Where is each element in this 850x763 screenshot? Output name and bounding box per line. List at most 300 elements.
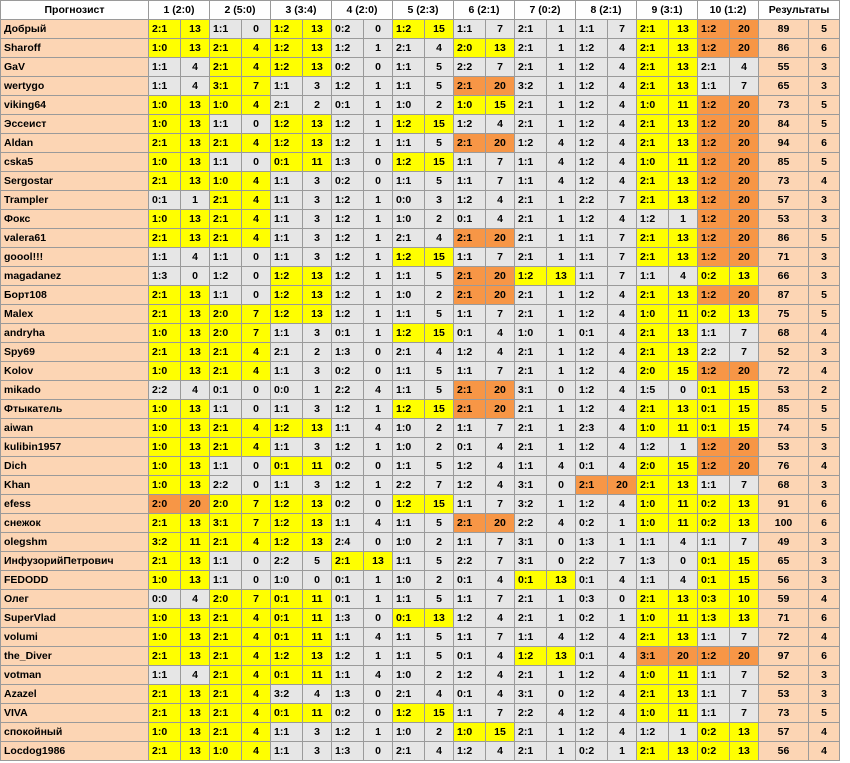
- prediction-score: 1:5: [637, 381, 669, 400]
- prediction-score: 2:1: [210, 704, 242, 723]
- correct-count: 3: [809, 438, 840, 457]
- prediction-score: 3:2: [149, 533, 181, 552]
- correct-count: 5: [809, 400, 840, 419]
- prediction-score: 2:1: [210, 191, 242, 210]
- prediction-score: 1:2: [271, 115, 303, 134]
- prediction-score: 0:1: [698, 400, 730, 419]
- prediction-score: 1:0: [393, 571, 425, 590]
- prediction-score: 2:0: [637, 457, 669, 476]
- prediction-points: 1: [547, 723, 576, 742]
- prediction-score: 2:2: [515, 704, 547, 723]
- prediction-score: 1:2: [454, 191, 486, 210]
- prediction-score: 0:2: [698, 305, 730, 324]
- prediction-points: 13: [669, 685, 698, 704]
- prediction-points: 4: [364, 419, 393, 438]
- prediction-score: 0:1: [576, 571, 608, 590]
- correct-count: 3: [809, 476, 840, 495]
- total-points: 53: [759, 210, 809, 229]
- prediction-score: 2:1: [149, 514, 181, 533]
- correct-count: 5: [809, 20, 840, 39]
- prediction-points: 4: [486, 324, 515, 343]
- prediction-score: 1:2: [576, 438, 608, 457]
- total-points: 53: [759, 381, 809, 400]
- prediction-score: 1:2: [393, 704, 425, 723]
- prediction-points: 13: [425, 609, 454, 628]
- prediction-score: 2:1: [454, 400, 486, 419]
- table-row: [1, 58, 840, 77]
- prediction-points: 4: [608, 495, 637, 514]
- prediction-points: 10: [730, 590, 759, 609]
- prediction-score: 1:3: [332, 685, 364, 704]
- prediction-points: 20: [730, 210, 759, 229]
- prediction-points: 4: [242, 438, 271, 457]
- prediction-points: 11: [303, 628, 332, 647]
- prediction-points: 0: [303, 571, 332, 590]
- prediction-points: 4: [181, 666, 210, 685]
- prediction-score: 2:1: [576, 476, 608, 495]
- prediction-points: 15: [730, 381, 759, 400]
- prediction-score: 1:2: [332, 229, 364, 248]
- total-points: 55: [759, 58, 809, 77]
- correct-count: 6: [809, 39, 840, 58]
- table-row: [1, 343, 840, 362]
- prediction-score: 1:3: [332, 153, 364, 172]
- prediction-score: 2:1: [393, 742, 425, 761]
- prediction-points: 20: [486, 381, 515, 400]
- prediction-points: 1: [364, 39, 393, 58]
- prediction-points: 4: [425, 229, 454, 248]
- prediction-points: 13: [181, 438, 210, 457]
- prediction-score: 1:2: [698, 248, 730, 267]
- prediction-points: 7: [730, 704, 759, 723]
- prediction-points: 13: [730, 514, 759, 533]
- prediction-points: 0: [364, 362, 393, 381]
- forecaster-name: Trampler: [1, 191, 149, 210]
- prediction-points: 1: [364, 571, 393, 590]
- prediction-score: 1:2: [576, 381, 608, 400]
- prediction-points: 1: [547, 20, 576, 39]
- prediction-points: 2: [303, 96, 332, 115]
- table-row: [1, 96, 840, 115]
- prediction-points: 4: [608, 571, 637, 590]
- prediction-score: 1:2: [576, 362, 608, 381]
- prediction-score: 2:1: [515, 723, 547, 742]
- prediction-score: 1:2: [698, 286, 730, 305]
- total-points: 66: [759, 267, 809, 286]
- prediction-score: 0:1: [271, 666, 303, 685]
- correct-count: 5: [809, 96, 840, 115]
- prediction-score: 2:1: [393, 343, 425, 362]
- table-row: [1, 628, 840, 647]
- prediction-points: 20: [730, 39, 759, 58]
- forecaster-name: Добрый: [1, 20, 149, 39]
- correct-count: 6: [809, 134, 840, 153]
- prediction-score: 1:0: [210, 96, 242, 115]
- table-row: [1, 267, 840, 286]
- prediction-points: 0: [364, 704, 393, 723]
- prediction-score: 1:1: [454, 248, 486, 267]
- prediction-points: 20: [181, 495, 210, 514]
- correct-count: 3: [809, 666, 840, 685]
- prediction-points: 4: [242, 134, 271, 153]
- prediction-score: 1:1: [576, 248, 608, 267]
- forecast-rows: [1, 20, 840, 761]
- prediction-points: 3: [303, 324, 332, 343]
- prediction-points: 13: [730, 742, 759, 761]
- prediction-score: 1:3: [149, 267, 181, 286]
- prediction-points: 4: [608, 381, 637, 400]
- prediction-score: 1:2: [515, 267, 547, 286]
- header-match-7: 7 (0:2): [515, 1, 576, 20]
- table-row: [1, 324, 840, 343]
- prediction-score: 1:2: [576, 153, 608, 172]
- prediction-score: 2:1: [515, 115, 547, 134]
- prediction-score: 1:0: [149, 153, 181, 172]
- forecaster-name: Malex: [1, 305, 149, 324]
- prediction-score: 0:2: [698, 267, 730, 286]
- prediction-score: 1:1: [271, 742, 303, 761]
- table-row: [1, 609, 840, 628]
- prediction-points: 20: [730, 115, 759, 134]
- prediction-points: 13: [669, 134, 698, 153]
- prediction-points: 13: [303, 647, 332, 666]
- prediction-points: 13: [181, 115, 210, 134]
- prediction-points: 20: [730, 191, 759, 210]
- total-points: 57: [759, 191, 809, 210]
- prediction-score: 2:4: [332, 533, 364, 552]
- prediction-points: 1: [547, 742, 576, 761]
- prediction-score: 1:2: [515, 647, 547, 666]
- prediction-points: 7: [730, 628, 759, 647]
- correct-count: 5: [809, 704, 840, 723]
- prediction-points: 11: [181, 533, 210, 552]
- prediction-points: 4: [669, 533, 698, 552]
- prediction-score: 1:1: [393, 381, 425, 400]
- prediction-score: 2:1: [149, 647, 181, 666]
- prediction-points: 1: [181, 191, 210, 210]
- prediction-points: 15: [669, 362, 698, 381]
- prediction-points: 5: [425, 514, 454, 533]
- prediction-score: 1:2: [576, 96, 608, 115]
- prediction-points: 4: [486, 343, 515, 362]
- prediction-points: 4: [242, 704, 271, 723]
- prediction-points: 4: [242, 647, 271, 666]
- table-row: [1, 381, 840, 400]
- prediction-score: 2:0: [210, 495, 242, 514]
- prediction-score: 0:2: [332, 704, 364, 723]
- prediction-score: 2:1: [149, 305, 181, 324]
- prediction-points: 4: [364, 514, 393, 533]
- prediction-points: 4: [547, 153, 576, 172]
- forecaster-name: valera61: [1, 229, 149, 248]
- forecaster-name: спокойный: [1, 723, 149, 742]
- prediction-points: 11: [669, 153, 698, 172]
- total-points: 86: [759, 229, 809, 248]
- prediction-score: 1:2: [271, 286, 303, 305]
- prediction-score: 2:1: [393, 685, 425, 704]
- prediction-points: 1: [364, 229, 393, 248]
- prediction-score: 2:2: [576, 552, 608, 571]
- prediction-points: 7: [242, 305, 271, 324]
- prediction-score: 0:1: [454, 571, 486, 590]
- correct-count: 4: [809, 362, 840, 381]
- prediction-score: 1:2: [698, 115, 730, 134]
- prediction-score: 2:1: [515, 742, 547, 761]
- prediction-points: 0: [547, 552, 576, 571]
- prediction-points: 0: [242, 381, 271, 400]
- prediction-points: 1: [547, 58, 576, 77]
- prediction-points: 13: [669, 476, 698, 495]
- prediction-points: 1: [608, 609, 637, 628]
- prediction-score: 1:2: [576, 172, 608, 191]
- total-points: 91: [759, 495, 809, 514]
- prediction-points: 5: [425, 305, 454, 324]
- prediction-score: 1:1: [454, 419, 486, 438]
- total-points: 87: [759, 286, 809, 305]
- prediction-points: 15: [730, 571, 759, 590]
- prediction-points: 13: [181, 514, 210, 533]
- prediction-points: 4: [608, 115, 637, 134]
- prediction-score: 2:1: [149, 134, 181, 153]
- prediction-points: 4: [242, 609, 271, 628]
- prediction-points: 11: [303, 666, 332, 685]
- prediction-points: 1: [364, 647, 393, 666]
- table-row: [1, 172, 840, 191]
- prediction-score: 1:0: [149, 609, 181, 628]
- prediction-score: 1:2: [576, 134, 608, 153]
- prediction-points: 4: [242, 229, 271, 248]
- prediction-score: 2:1: [210, 533, 242, 552]
- prediction-points: 13: [303, 533, 332, 552]
- prediction-points: 2: [425, 96, 454, 115]
- prediction-score: 1:1: [271, 172, 303, 191]
- prediction-score: 0:1: [698, 571, 730, 590]
- correct-count: 5: [809, 153, 840, 172]
- prediction-points: 11: [669, 609, 698, 628]
- table-row: [1, 134, 840, 153]
- prediction-points: 1: [547, 324, 576, 343]
- prediction-points: 7: [608, 191, 637, 210]
- prediction-points: 13: [181, 571, 210, 590]
- prediction-score: 1:1: [271, 229, 303, 248]
- prediction-score: 1:0: [149, 457, 181, 476]
- prediction-points: 15: [425, 153, 454, 172]
- correct-count: 6: [809, 609, 840, 628]
- table-row: [1, 571, 840, 590]
- prediction-points: 4: [608, 343, 637, 362]
- prediction-score: 1:1: [393, 134, 425, 153]
- prediction-points: 3: [303, 248, 332, 267]
- prediction-score: 1:2: [271, 58, 303, 77]
- prediction-points: 4: [486, 115, 515, 134]
- prediction-score: 1:2: [454, 666, 486, 685]
- prediction-points: 3: [303, 742, 332, 761]
- prediction-points: 1: [364, 248, 393, 267]
- prediction-score: 1:3: [637, 552, 669, 571]
- forecaster-name: efess: [1, 495, 149, 514]
- prediction-points: 15: [425, 20, 454, 39]
- prediction-score: 2:1: [515, 20, 547, 39]
- prediction-score: 0:2: [332, 362, 364, 381]
- prediction-points: 13: [181, 609, 210, 628]
- prediction-score: 1:1: [698, 476, 730, 495]
- prediction-score: 1:0: [149, 438, 181, 457]
- prediction-score: 1:1: [271, 248, 303, 267]
- prediction-points: 1: [547, 286, 576, 305]
- prediction-points: 1: [669, 723, 698, 742]
- prediction-points: 0: [364, 609, 393, 628]
- prediction-points: 20: [730, 153, 759, 172]
- prediction-score: 1:2: [576, 723, 608, 742]
- forecaster-name: wertygo: [1, 77, 149, 96]
- prediction-score: 1:2: [332, 191, 364, 210]
- prediction-points: 13: [303, 495, 332, 514]
- total-points: 86: [759, 39, 809, 58]
- prediction-score: 3:1: [515, 381, 547, 400]
- prediction-score: 1:1: [210, 248, 242, 267]
- prediction-score: 1:2: [698, 134, 730, 153]
- prediction-points: 3: [303, 77, 332, 96]
- forecaster-name: Фтыкатель: [1, 400, 149, 419]
- prediction-score: 3:2: [271, 685, 303, 704]
- prediction-points: 11: [669, 96, 698, 115]
- total-points: 89: [759, 20, 809, 39]
- prediction-points: 1: [547, 229, 576, 248]
- prediction-points: 0: [669, 381, 698, 400]
- prediction-points: 4: [364, 628, 393, 647]
- forecaster-name: olegshm: [1, 533, 149, 552]
- prediction-points: 7: [486, 20, 515, 39]
- prediction-score: 1:1: [515, 172, 547, 191]
- prediction-points: 13: [669, 172, 698, 191]
- header-match-5: 5 (2:3): [393, 1, 454, 20]
- prediction-score: 3:1: [515, 533, 547, 552]
- prediction-points: 11: [669, 495, 698, 514]
- total-points: 100: [759, 514, 809, 533]
- prediction-points: 0: [242, 267, 271, 286]
- prediction-points: 4: [669, 267, 698, 286]
- prediction-score: 1:2: [576, 628, 608, 647]
- prediction-points: 1: [364, 286, 393, 305]
- table-row: [1, 229, 840, 248]
- total-points: 73: [759, 96, 809, 115]
- prediction-points: 13: [303, 514, 332, 533]
- prediction-points: 4: [242, 39, 271, 58]
- prediction-score: 0:1: [271, 704, 303, 723]
- prediction-score: 1:1: [454, 533, 486, 552]
- prediction-points: 20: [486, 286, 515, 305]
- prediction-points: 13: [181, 96, 210, 115]
- header-match-9: 9 (3:1): [637, 1, 698, 20]
- prediction-points: 1: [364, 210, 393, 229]
- prediction-points: 4: [242, 742, 271, 761]
- prediction-score: 1:1: [393, 172, 425, 191]
- prediction-score: 2:1: [454, 229, 486, 248]
- prediction-score: 2:0: [210, 305, 242, 324]
- prediction-score: 1:2: [454, 742, 486, 761]
- prediction-score: 1:2: [210, 267, 242, 286]
- correct-count: 4: [809, 742, 840, 761]
- prediction-points: 13: [547, 647, 576, 666]
- prediction-points: 0: [242, 476, 271, 495]
- prediction-score: 1:2: [332, 286, 364, 305]
- prediction-points: 7: [486, 172, 515, 191]
- prediction-points: 5: [425, 457, 454, 476]
- prediction-score: 0:2: [332, 457, 364, 476]
- prediction-points: 4: [242, 172, 271, 191]
- prediction-score: 1:2: [271, 134, 303, 153]
- prediction-score: 2:1: [149, 343, 181, 362]
- prediction-score: 1:0: [637, 153, 669, 172]
- prediction-points: 4: [425, 343, 454, 362]
- prediction-points: 0: [242, 571, 271, 590]
- prediction-points: 13: [730, 609, 759, 628]
- prediction-points: 4: [608, 305, 637, 324]
- prediction-score: 1:1: [271, 324, 303, 343]
- prediction-points: 1: [364, 267, 393, 286]
- prediction-points: 1: [547, 96, 576, 115]
- prediction-score: 1:0: [637, 495, 669, 514]
- prediction-score: 1:2: [332, 77, 364, 96]
- prediction-score: 2:1: [515, 191, 547, 210]
- forecaster-name: SuperVlad: [1, 609, 149, 628]
- prediction-score: 2:0: [149, 495, 181, 514]
- prediction-score: 0:2: [576, 514, 608, 533]
- prediction-score: 1:2: [576, 58, 608, 77]
- prediction-points: 1: [547, 609, 576, 628]
- prediction-points: 4: [608, 400, 637, 419]
- prediction-points: 4: [242, 723, 271, 742]
- prediction-score: 1:0: [637, 419, 669, 438]
- prediction-score: 0:1: [149, 191, 181, 210]
- prediction-score: 1:2: [393, 400, 425, 419]
- prediction-points: 5: [425, 590, 454, 609]
- prediction-score: 2:1: [515, 229, 547, 248]
- prediction-score: 2:2: [210, 476, 242, 495]
- prediction-score: 1:1: [698, 704, 730, 723]
- prediction-score: 1:1: [454, 628, 486, 647]
- prediction-points: 5: [425, 134, 454, 153]
- prediction-points: 3: [303, 191, 332, 210]
- prediction-score: 2:2: [393, 476, 425, 495]
- prediction-points: 2: [425, 533, 454, 552]
- prediction-points: 7: [486, 58, 515, 77]
- correct-count: 3: [809, 58, 840, 77]
- prediction-points: 3: [303, 172, 332, 191]
- prediction-score: 0:2: [576, 742, 608, 761]
- prediction-score: 1:0: [393, 438, 425, 457]
- total-points: 85: [759, 153, 809, 172]
- prediction-score: 2:1: [454, 381, 486, 400]
- correct-count: 4: [809, 172, 840, 191]
- prediction-points: 4: [608, 685, 637, 704]
- prediction-score: 2:1: [515, 248, 547, 267]
- prediction-points: 5: [425, 172, 454, 191]
- prediction-score: 2:1: [515, 419, 547, 438]
- header-match-1: 1 (2:0): [149, 1, 210, 20]
- prediction-score: 1:1: [271, 400, 303, 419]
- correct-count: 3: [809, 210, 840, 229]
- table-row: [1, 742, 840, 761]
- total-points: 59: [759, 590, 809, 609]
- prediction-score: 2:1: [637, 476, 669, 495]
- prediction-points: 4: [242, 191, 271, 210]
- table-row: [1, 305, 840, 324]
- prediction-points: 3: [425, 191, 454, 210]
- prediction-score: 1:2: [332, 248, 364, 267]
- prediction-points: 7: [730, 343, 759, 362]
- prediction-score: 1:0: [393, 666, 425, 685]
